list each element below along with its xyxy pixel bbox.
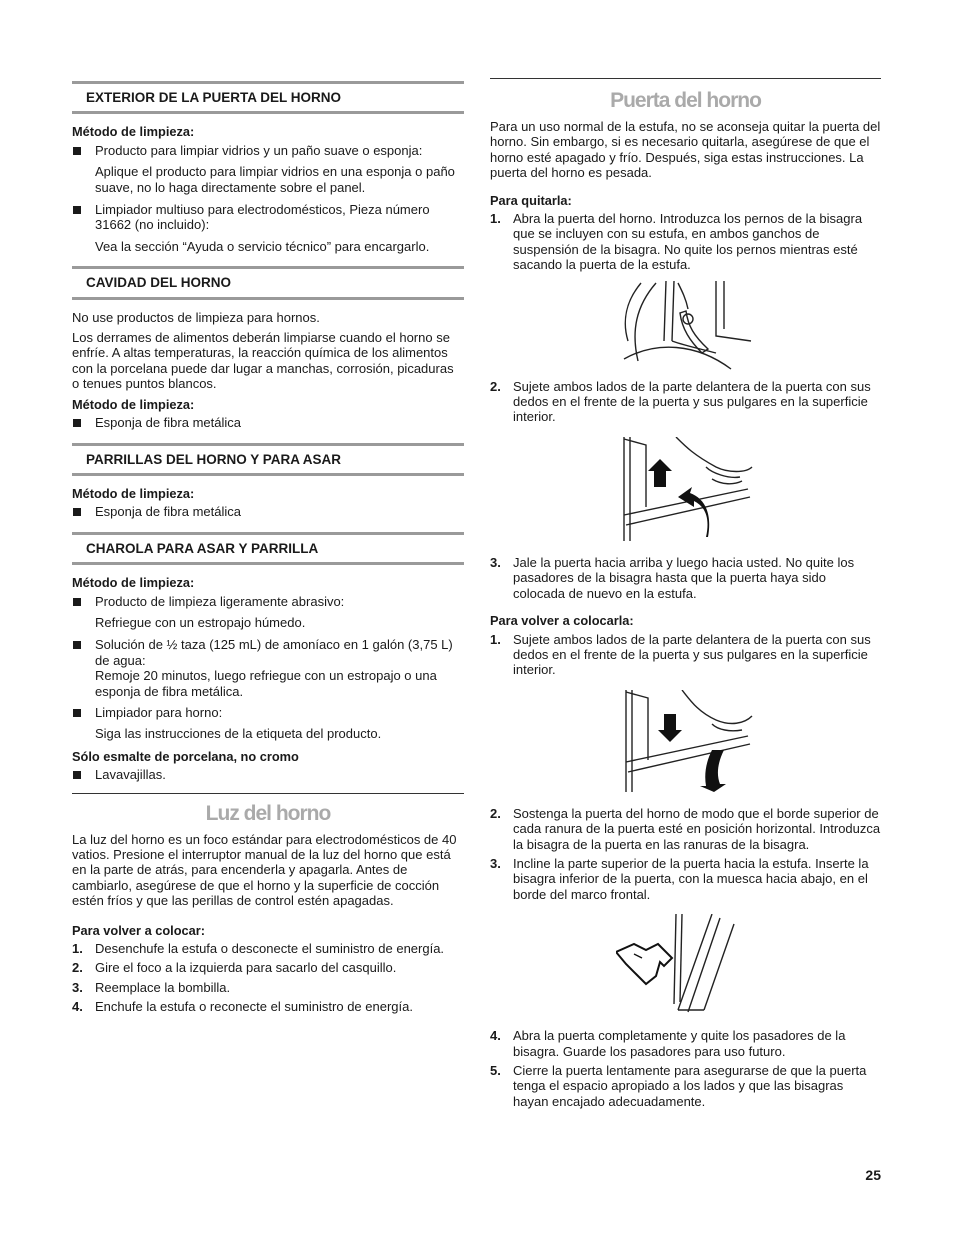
section-heading-exterior: EXTERIOR DE LA PUERTA DEL HORNO (72, 81, 464, 114)
divider (72, 793, 464, 794)
step-text: Incline la parte superior de la puerta hacia la estufa. Inserte la bisagra inferior de la puerta, con la muesca hacia abajo, en el borde del marco frontal. (513, 855, 869, 902)
step-number: 3. (72, 979, 83, 995)
step-number: 3. (490, 554, 501, 570)
section-title-puerta: Puerta del horno (610, 89, 761, 112)
hinge-pin-illustration (490, 281, 881, 371)
subheading: Sólo esmalte de porcelana, no cromo (72, 748, 299, 764)
paragraph: Los derrames de alimentos deberán limpiarse cuando el horno se enfríe. A altas temperaturas, la reacción química de los alimentos con la porcelana puede dar lugar a manchas, corrosión, picaduras o tenues puntos blancos. (72, 330, 454, 392)
step-text: Jale la puerta hacia arriba y luego hacia usted. No quite los pasadores de la bisagra hasta que la puerta haya sido colocada de nuevo en la estufa. (513, 554, 855, 601)
bullet-text: Remoje 20 minutos, luego refriegue con un estropajo o una esponja de fibra metálica. (95, 668, 437, 699)
step-text: Desenchufe la estufa o desconecte el suministro de energía. (95, 941, 445, 957)
bullet-note: Vea la sección “Ayuda o servicio técnico” para encargarlo. (95, 238, 430, 254)
method-label: Método de limpieza: (72, 124, 195, 140)
numbered-step (490, 211, 881, 273)
door-lower-illustration (490, 690, 881, 792)
bullet-item: Limpiador multiuso para electrodomésticos, Pieza número 31662 (no incluido): (72, 202, 464, 233)
step-text: Sujete ambos lados de la parte delantera de la puerta con sus dedos en el frente de la puerta y sus pulgares en la superficie interior. (513, 631, 871, 678)
method-label: Método de limpieza: (72, 575, 195, 591)
divider (490, 78, 881, 79)
bullet-note: Aplique el producto para limpiar vidrios en una esponja o paño suave, no lo haga directamente sobre el panel. (95, 164, 455, 195)
step-number: 1. (72, 941, 83, 957)
step-number: 2. (490, 805, 501, 821)
step-text: Cierre la puerta lentamente para asegurarse de que la puerta tenga el espacio apropiado a los lados y que las bisagras hayan encajado adecuadamente. (513, 1062, 867, 1109)
subheading: Para quitarla: (490, 192, 572, 208)
bullet-item: Esponja de fibra metálica (72, 415, 464, 430)
step-text: Abra la puerta del horno. Introduzca los pernos de la bisagra que se incluyen con su estufa, en ambos ganchos de suspensión de la bisagra. No quite los pernos mientras esté sacando la puerta de la estufa. (513, 211, 863, 273)
bullet-item: Producto para limpiar vidrios y un paño suave o esponja: (72, 143, 464, 158)
bullet-note: Siga las instrucciones de la etiqueta del producto. (95, 726, 382, 742)
bullet-item (72, 637, 464, 699)
step-text: Sostenga la puerta del horno de modo que el borde superior de cada ranura de la puerta esté en posición horizontal. Introduzca la bisagra de la puerta en las ranuras de la bisagra. (513, 805, 881, 852)
step-number: 1. (490, 211, 501, 227)
section-heading-parrillas: PARRILLAS DEL HORNO Y PARA ASAR (72, 443, 464, 476)
section-title-luz: Luz del horno (205, 801, 331, 825)
subheading: Para volver a colocar: (72, 922, 206, 938)
step-number: 5. (490, 1062, 501, 1078)
numbered-step (72, 960, 464, 975)
step-text: Sujete ambos lados de la parte delantera de la puerta con sus dedos en el frente de la puerta y sus pulgares en la superficie interior. (513, 378, 871, 425)
paragraph: No use productos de limpieza para hornos. (72, 309, 320, 325)
numbered-step (72, 980, 464, 995)
section-heading-charola: CHAROLA PARA ASAR Y PARRILLA (72, 532, 464, 565)
numbered-step (490, 379, 881, 425)
step-number: 2. (490, 378, 501, 394)
numbered-step (72, 999, 464, 1014)
hinge-insert-illustration (490, 914, 881, 1014)
step-text: Gire el foco a la izquierda para sacarlo del casquillo. (95, 960, 397, 976)
numbered-step (72, 941, 464, 956)
right-column (490, 78, 881, 1113)
step-number: 4. (490, 1028, 501, 1044)
page-number: 25 (865, 1167, 881, 1183)
method-label: Método de limpieza: (72, 485, 195, 501)
step-number: 1. (490, 631, 501, 647)
step-text: Enchufe la estufa o reconecte el suministro de energía. (95, 999, 413, 1015)
step-number: 4. (72, 999, 83, 1015)
paragraph: Para un uso normal de la estufa, no se aconseja quitar la puerta del horno. Sin embargo, si es necesario quitarla, asegúrese de que el horno esté apagado y frío. Después, siga estas instrucciones. La puerta del horno es pesada. (490, 119, 881, 181)
step-text: Abra la puerta completamente y quite los pasadores de la bisagra. Guarde los pasadores para uso futuro. (513, 1028, 846, 1059)
bullet-item: Esponja de fibra metálica (72, 504, 464, 519)
numbered-step (490, 806, 881, 852)
section-heading-cavidad: CAVIDAD DEL HORNO (72, 266, 464, 299)
bullet-item: Limpiador para horno: (72, 705, 464, 720)
step-number: 2. (72, 960, 83, 976)
bullet-text: Solución de ½ taza (125 mL) de amoníaco en 1 galón (3,75 L) de agua: (95, 637, 453, 668)
numbered-step (490, 856, 881, 902)
door-lift-illustration (490, 437, 881, 541)
bullet-item: Lavavajillas. (72, 767, 464, 782)
numbered-step (490, 1063, 881, 1109)
numbered-step (490, 632, 881, 678)
left-column (72, 78, 464, 1019)
step-text: Reemplace la bombilla. (95, 979, 231, 995)
numbered-step (490, 555, 881, 601)
numbered-step (490, 1028, 881, 1059)
bullet-item: Producto de limpieza ligeramente abrasivo: (72, 594, 464, 609)
bullet-note: Refriegue con un estropajo húmedo. (95, 614, 306, 630)
method-label: Método de limpieza: (72, 396, 195, 412)
subheading: Para volver a colocarla: (490, 613, 634, 629)
paragraph: La luz del horno es un foco estándar para electrodomésticos de 40 vatios. Presione el interruptor manual de la luz del horno que está en la parte de atrás, para encenderla y apagarla. Antes de cambiarlo, asegúrese de que el horno y la superficie de cocción estén fríos y que las perillas de control estén apagadas. (72, 831, 457, 909)
step-number: 3. (490, 855, 501, 871)
